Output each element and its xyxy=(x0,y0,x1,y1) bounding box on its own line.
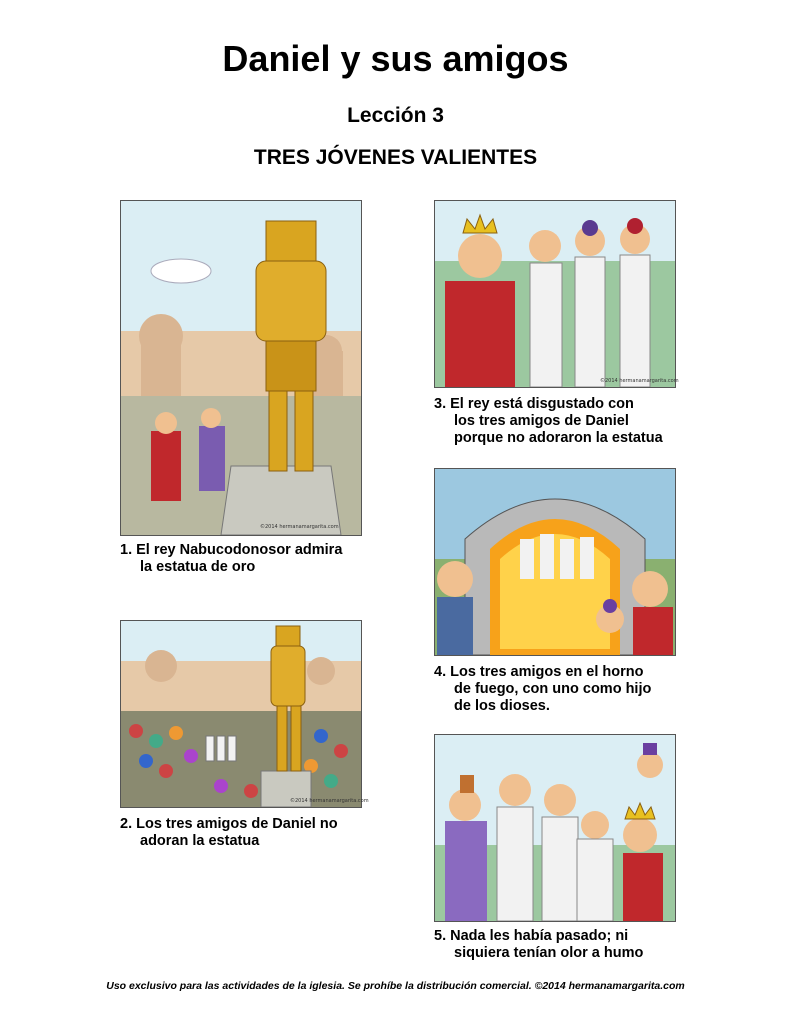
page-title: Daniel y sus amigos xyxy=(222,38,569,79)
panel-2-caption xyxy=(120,816,338,850)
panel-1-illustration xyxy=(120,200,362,536)
panel-4-caption-line1: 4. Los tres amigos en el horno xyxy=(434,664,644,680)
crowd-scene-image xyxy=(121,621,361,807)
panel-2-illustration xyxy=(120,620,362,808)
lesson-number: Lección 3 xyxy=(347,104,444,127)
panel-1-caption xyxy=(120,542,342,576)
unharmed-friends-image xyxy=(435,735,675,921)
king-disgusted-image xyxy=(435,201,675,387)
panel-3-caption xyxy=(434,396,663,447)
panel-5-caption xyxy=(434,928,643,962)
panel-4-illustration xyxy=(434,468,676,656)
panel-3-caption-line3: porque no adoraron la estatua xyxy=(454,430,663,446)
panel-4-caption-line3: de los dioses. xyxy=(454,698,550,714)
panel-2-caption-line1: 2. Los tres amigos de Daniel no xyxy=(120,816,338,832)
furnace-scene-image xyxy=(435,469,675,655)
panel-5-illustration xyxy=(434,734,676,922)
panel-4-caption-line2: de fuego, con uno como hijo xyxy=(454,681,652,697)
panel-1-watermark: ©2014 hermanamargarita.com xyxy=(260,524,339,530)
panel-3-illustration xyxy=(434,200,676,388)
panel-1-caption-line2: la estatua de oro xyxy=(140,559,256,575)
statue-scene-image xyxy=(121,201,361,535)
panel-2-watermark: ©2014 hermanamargarita.com xyxy=(290,798,369,804)
panel-5-caption-line1: 5. Nada les había pasado; ni xyxy=(434,928,629,944)
panel-3-caption-line1: 3. El rey está disgustado con xyxy=(434,396,634,412)
lesson-subtitle: TRES JÓVENES VALIENTES xyxy=(253,146,538,169)
panel-2-caption-line2: adoran la estatua xyxy=(140,833,260,849)
panel-3-caption-line2: los tres amigos de Daniel xyxy=(454,413,629,429)
panel-3-watermark: ©2014 hermanamargarita.com xyxy=(600,378,679,384)
panel-1-caption-line1: 1. El rey Nabucodonosor admira xyxy=(120,542,343,558)
panel-4-caption xyxy=(434,664,651,715)
copyright-footer: Uso exclusivo para las actividades de la iglesia. Se prohíbe la distribución comercial. ©2014 hermanamargarita.com xyxy=(106,980,685,992)
panel-5-caption-line2: siquiera tenían olor a humo xyxy=(454,945,644,961)
